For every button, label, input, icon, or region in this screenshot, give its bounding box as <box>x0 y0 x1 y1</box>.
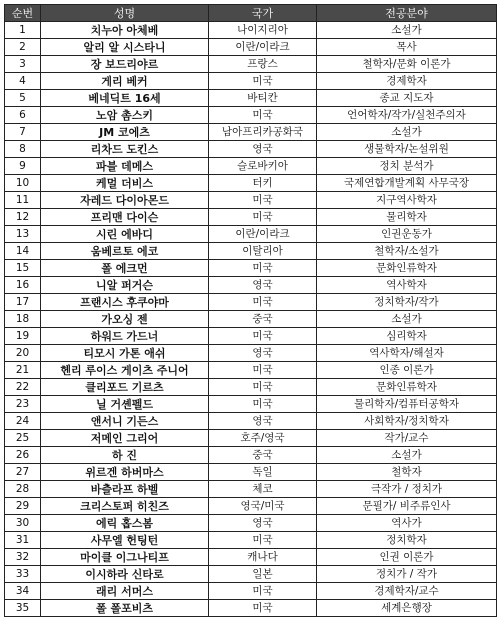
table-row <box>5 226 497 243</box>
table-row <box>5 464 497 481</box>
cell-number: 17 <box>5 294 41 311</box>
table-row <box>5 328 497 345</box>
cell-field: 정치가 / 작가 <box>317 566 497 583</box>
cell-number: 20 <box>5 345 41 362</box>
cell-field: 지구역사학자 <box>317 192 497 209</box>
table-row <box>5 583 497 600</box>
header-country: 국가 <box>209 5 317 22</box>
table-row <box>5 39 497 56</box>
cell-name: 바츨라프 하벨 <box>41 481 209 498</box>
cell-country: 프랑스 <box>209 56 317 73</box>
cell-field: 작가/교수 <box>317 430 497 447</box>
cell-number: 29 <box>5 498 41 515</box>
table-row <box>5 515 497 532</box>
cell-number: 23 <box>5 396 41 413</box>
cell-name: 하워드 가드너 <box>41 328 209 345</box>
cell-name: 프리맨 다이슨 <box>41 209 209 226</box>
cell-field: 인종 이론가 <box>317 362 497 379</box>
table-row <box>5 549 497 566</box>
cell-number: 18 <box>5 311 41 328</box>
cell-field: 사회학자/정치학자 <box>317 413 497 430</box>
table-row <box>5 243 497 260</box>
cell-country: 미국 <box>209 600 317 617</box>
cell-number: 35 <box>5 600 41 617</box>
cell-country: 터키 <box>209 175 317 192</box>
cell-country: 독일 <box>209 464 317 481</box>
cell-country: 캐나다 <box>209 549 317 566</box>
cell-country: 미국 <box>209 107 317 124</box>
cell-field: 경제학자 <box>317 73 497 90</box>
cell-field: 역사가 <box>317 515 497 532</box>
cell-country: 영국 <box>209 413 317 430</box>
cell-number: 22 <box>5 379 41 396</box>
table-row <box>5 430 497 447</box>
cell-country: 미국 <box>209 260 317 277</box>
cell-name: 리차드 도킨스 <box>41 141 209 158</box>
cell-number: 4 <box>5 73 41 90</box>
cell-number: 34 <box>5 583 41 600</box>
table-row <box>5 294 497 311</box>
cell-field: 생물학자/논설위원 <box>317 141 497 158</box>
cell-name: 사무엘 헌팅턴 <box>41 532 209 549</box>
cell-name: 헨리 루이스 게이츠 주니어 <box>41 362 209 379</box>
cell-name: 게리 베커 <box>41 73 209 90</box>
cell-field: 소설가 <box>317 447 497 464</box>
table-row <box>5 209 497 226</box>
cell-name: 하 진 <box>41 447 209 464</box>
cell-field: 물리학자/컴퓨터공학자 <box>317 396 497 413</box>
cell-number: 28 <box>5 481 41 498</box>
table-row <box>5 532 497 549</box>
cell-name: 니알 퍼거슨 <box>41 277 209 294</box>
cell-country: 미국 <box>209 294 317 311</box>
cell-name: 파블 데메스 <box>41 158 209 175</box>
cell-name: 알리 알 시스타니 <box>41 39 209 56</box>
cell-number: 14 <box>5 243 41 260</box>
table-row <box>5 175 497 192</box>
cell-name: 이시하라 신타로 <box>41 566 209 583</box>
cell-field: 소설가 <box>317 22 497 39</box>
cell-field: 극작가 / 정치가 <box>317 481 497 498</box>
cell-country: 이탈리아 <box>209 243 317 260</box>
cell-number: 25 <box>5 430 41 447</box>
cell-number: 6 <box>5 107 41 124</box>
table-row <box>5 413 497 430</box>
cell-number: 1 <box>5 22 41 39</box>
cell-name: 움베르토 에코 <box>41 243 209 260</box>
table-row <box>5 311 497 328</box>
table-row <box>5 277 497 294</box>
cell-name: 앤서니 기든스 <box>41 413 209 430</box>
table-header-row <box>5 5 497 22</box>
cell-name: 마이클 이그나티프 <box>41 549 209 566</box>
cell-field: 경제학자/교수 <box>317 583 497 600</box>
people-table-sheet <box>4 4 496 617</box>
table-row <box>5 379 497 396</box>
cell-field: 철학자 <box>317 464 497 481</box>
cell-field: 국제연합개발계획 사무국장 <box>317 175 497 192</box>
cell-country: 체코 <box>209 481 317 498</box>
table-row <box>5 107 497 124</box>
cell-country: 미국 <box>209 532 317 549</box>
cell-number: 11 <box>5 192 41 209</box>
cell-country: 이란/이라크 <box>209 226 317 243</box>
cell-field: 물리학자 <box>317 209 497 226</box>
header-field: 전공분야 <box>317 5 497 22</box>
table-row <box>5 22 497 39</box>
cell-number: 16 <box>5 277 41 294</box>
cell-number: 24 <box>5 413 41 430</box>
cell-country: 미국 <box>209 362 317 379</box>
cell-field: 역사학자/해설자 <box>317 345 497 362</box>
cell-name: JM 코에츠 <box>41 124 209 141</box>
cell-name: 크리스토퍼 히친즈 <box>41 498 209 515</box>
cell-number: 15 <box>5 260 41 277</box>
cell-name: 닐 거셴펠드 <box>41 396 209 413</box>
cell-country: 남아프리카공화국 <box>209 124 317 141</box>
cell-country: 영국 <box>209 345 317 362</box>
cell-field: 정치학자 <box>317 532 497 549</box>
header-number: 순번 <box>5 5 41 22</box>
table-row <box>5 498 497 515</box>
cell-number: 26 <box>5 447 41 464</box>
table-row <box>5 192 497 209</box>
cell-name: 래리 서머스 <box>41 583 209 600</box>
cell-country: 미국 <box>209 396 317 413</box>
table-row <box>5 345 497 362</box>
cell-name: 케멀 더비스 <box>41 175 209 192</box>
table-row <box>5 396 497 413</box>
cell-number: 3 <box>5 56 41 73</box>
cell-number: 13 <box>5 226 41 243</box>
cell-field: 인권 이론가 <box>317 549 497 566</box>
cell-field: 인권운동가 <box>317 226 497 243</box>
cell-country: 바티칸 <box>209 90 317 107</box>
cell-country: 나이지리아 <box>209 22 317 39</box>
cell-number: 31 <box>5 532 41 549</box>
cell-name: 장 보드리야르 <box>41 56 209 73</box>
table-row <box>5 124 497 141</box>
cell-number: 33 <box>5 566 41 583</box>
cell-field: 세계은행장 <box>317 600 497 617</box>
cell-name: 위르겐 하버마스 <box>41 464 209 481</box>
cell-country: 미국 <box>209 73 317 90</box>
cell-field: 문화인류학자 <box>317 260 497 277</box>
table-row <box>5 260 497 277</box>
cell-country: 미국 <box>209 328 317 345</box>
cell-country: 중국 <box>209 447 317 464</box>
table-row <box>5 362 497 379</box>
cell-country: 중국 <box>209 311 317 328</box>
cell-number: 5 <box>5 90 41 107</box>
cell-name: 가오싱 젠 <box>41 311 209 328</box>
cell-field: 정치학자/작가 <box>317 294 497 311</box>
table-row <box>5 158 497 175</box>
cell-field: 소설가 <box>317 124 497 141</box>
cell-number: 9 <box>5 158 41 175</box>
cell-name: 노암 촘스키 <box>41 107 209 124</box>
table-row <box>5 90 497 107</box>
cell-country: 영국/미국 <box>209 498 317 515</box>
cell-country: 영국 <box>209 277 317 294</box>
cell-number: 27 <box>5 464 41 481</box>
cell-name: 치누아 아체베 <box>41 22 209 39</box>
table-row <box>5 600 497 617</box>
cell-number: 30 <box>5 515 41 532</box>
cell-country: 미국 <box>209 379 317 396</box>
cell-country: 미국 <box>209 192 317 209</box>
cell-field: 심리학자 <box>317 328 497 345</box>
table-row <box>5 73 497 90</box>
cell-name: 자레드 다이아몬드 <box>41 192 209 209</box>
cell-number: 7 <box>5 124 41 141</box>
cell-name: 시린 에바디 <box>41 226 209 243</box>
cell-number: 21 <box>5 362 41 379</box>
cell-name: 클리포드 기르츠 <box>41 379 209 396</box>
cell-country: 슬로바키아 <box>209 158 317 175</box>
cell-country: 일본 <box>209 566 317 583</box>
cell-number: 10 <box>5 175 41 192</box>
cell-number: 32 <box>5 549 41 566</box>
table-row <box>5 481 497 498</box>
table-body <box>5 22 497 617</box>
table-row <box>5 447 497 464</box>
header-name: 성명 <box>41 5 209 22</box>
cell-number: 8 <box>5 141 41 158</box>
cell-name: 프랜시스 후쿠야마 <box>41 294 209 311</box>
cell-field: 정치 분석가 <box>317 158 497 175</box>
cell-field: 역사학자 <box>317 277 497 294</box>
cell-field: 언어학자/작가/실천주의자 <box>317 107 497 124</box>
cell-number: 19 <box>5 328 41 345</box>
table-row <box>5 141 497 158</box>
people-table <box>4 4 497 617</box>
cell-name: 베네딕트 16세 <box>41 90 209 107</box>
cell-country: 미국 <box>209 209 317 226</box>
cell-name: 폴 에크먼 <box>41 260 209 277</box>
cell-country: 이란/이라크 <box>209 39 317 56</box>
cell-country: 영국 <box>209 515 317 532</box>
cell-field: 문화인류학자 <box>317 379 497 396</box>
cell-number: 2 <box>5 39 41 56</box>
cell-name: 저메인 그리어 <box>41 430 209 447</box>
cell-field: 종교 지도자 <box>317 90 497 107</box>
cell-country: 영국 <box>209 141 317 158</box>
cell-name: 티모시 가톤 애쉬 <box>41 345 209 362</box>
table-row <box>5 56 497 73</box>
cell-field: 철학자/소설가 <box>317 243 497 260</box>
cell-field: 소설가 <box>317 311 497 328</box>
cell-field: 목사 <box>317 39 497 56</box>
table-row <box>5 566 497 583</box>
cell-country: 호주/영국 <box>209 430 317 447</box>
cell-name: 에릭 홉스봄 <box>41 515 209 532</box>
cell-number: 12 <box>5 209 41 226</box>
cell-country: 미국 <box>209 583 317 600</box>
cell-field: 철학자/문화 이론가 <box>317 56 497 73</box>
cell-field: 문필가/ 비주류인사 <box>317 498 497 515</box>
cell-name: 폴 폴포비츠 <box>41 600 209 617</box>
